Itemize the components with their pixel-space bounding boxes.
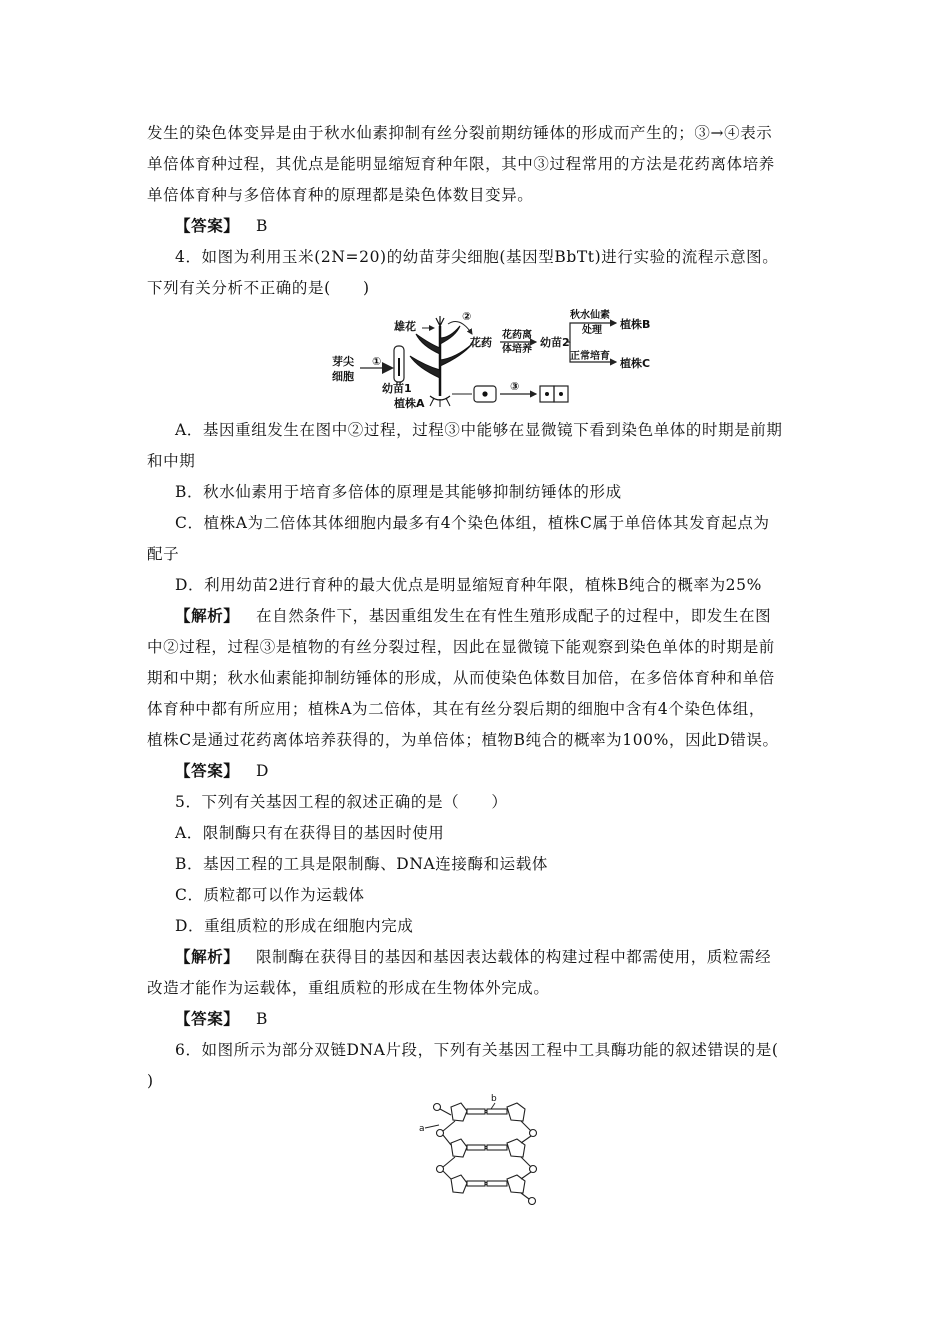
q4-analysis-line: 体育种中都有所应用；植株A为二倍体，其在有丝分裂后期的细胞中含有4个染色体组， [147,700,765,718]
q3-answer [175,216,835,236]
phosphate-icon [434,1104,441,1111]
analysis-continuation-line: 单倍体育种过程，其优点是能明显缩短育种年限，其中③过程常用的方法是花药离体培养 [147,155,775,173]
step3-label: ③ [510,380,520,393]
seedling2-label: 幼苗2 [540,336,570,349]
q4-option-d: D．利用幼苗2进行育种的最大优点是明显缩短育种年限，植株B纯合的概率为25% [175,576,762,594]
deoxyribose-icon [507,1103,525,1121]
q5-option-a: A．限制酶只有在获得目的基因时使用 [175,824,445,842]
analysis-text: 限制酶在获得目的基因和基因表达载体的构建过程中都需使用，质粒需经 [256,948,772,966]
answer-tag: 【答案】 [175,1009,240,1028]
answer-value: D [256,762,270,780]
phosphate-icon [530,1166,537,1173]
q4-option-a: A．基因重组发生在图中②过程，过程③中能够在显微镜下看到染色单体的时期是前期 [175,421,783,439]
q5-option-b: B．基因工程的工具是限制酶、DNA连接酶和运载体 [175,855,548,873]
bud-cell-label: 芽尖 [332,355,354,368]
nucleus-icon [559,392,563,396]
deoxyribose-icon [451,1103,467,1121]
answer-value: B [256,1010,268,1028]
bud-cell-label: 细胞 [332,370,354,383]
q5-option-d: D．重组质粒的形成在细胞内完成 [175,917,414,935]
seedling1-label: 幼苗1 [382,382,412,395]
q6-stem: 6．如图所示为部分双链DNA片段，下列有关基因工程中工具酶功能的叙述错误的是( [175,1041,779,1059]
q5-analysis [175,947,835,967]
analysis-continuation-line: 单倍体育种与多倍体育种的原理都是染色体数目变异。 [147,186,534,204]
q5-option-c: C．质粒都可以作为运载体 [175,886,365,904]
nucleus-icon [482,391,487,396]
colchicine-label: 处理 [582,325,602,336]
answer-tag: 【答案】 [175,216,240,235]
analysis-text: 在自然条件下，基因重组发生在有性生殖形成配子的过程中，即发生在图 [256,607,772,625]
corn-plant-icon [410,316,472,407]
culture-label: 花药离 [502,330,532,341]
analysis-continuation-line: 发生的染色体变异是由于秋水仙素抑制有丝分裂前期纺锤体的形成而产生的；③→④表示 [147,124,773,142]
step2-label: ② [462,310,472,323]
arrow-step2 [448,322,472,334]
step1-label: ① [372,355,382,368]
q5-answer [175,1009,835,1029]
male-flower-label: 雄花 [394,320,416,333]
analysis-tag: 【解析】 [175,947,240,966]
anther-label: 花药 [470,336,492,349]
q4-analysis-line: 植株C是通过花药离体培养获得的，为单倍体；植物B纯合的概率为100%，因此D错误。 [147,731,779,749]
q4-option-c: 配子 [147,545,180,563]
colchicine-label: 秋水仙素 [570,310,610,321]
deoxyribose-icon [451,1139,467,1157]
phosphate-icon [529,1198,536,1205]
plantC-label: 植株C [620,357,651,370]
q4-option-b: B．秋水仙素用于培育多倍体的原理是其能够抑制纺锤体的形成 [175,483,622,501]
phosphate-icon [437,1166,444,1173]
nucleus-icon [545,392,549,396]
q4-analysis [175,606,835,626]
q4-stem: 4．如图为利用玉米(2N=20)的幼苗芽尖细胞(基因型BbTt)进行实验的流程示意图。 [175,248,779,266]
q4-option-a: 和中期 [147,452,196,470]
q4-analysis-line: 中②过程，过程③是植物的有丝分裂过程，因此在显微镜下能观察到染色单体的时期是前 [147,638,775,656]
label-b: b [491,1094,497,1104]
q6-stem: ) [147,1072,154,1090]
plantA-label: 植株A [394,397,425,410]
label-a: a [419,1124,425,1134]
deoxyribose-icon [451,1175,467,1193]
plantB-label: 植株B [620,318,651,331]
dna-fragment-diagram [415,1093,575,1205]
q4-analysis-line: 期和中期；秋水仙素能抑制纺锤体的形成，从而使染色体数目加倍，在多倍体育种和单倍 [147,669,775,687]
phosphate-icon [530,1130,537,1137]
q5-analysis-line: 改造才能作为运载体，重组质粒的形成在生物体外完成。 [147,979,550,997]
answer-value: B [256,217,268,235]
q4-stem: 下列有关分析不正确的是( ) [147,279,370,297]
phosphate-icon [437,1130,444,1137]
answer-tag: 【答案】 [175,761,240,780]
analysis-tag: 【解析】 [175,606,240,625]
q5-stem: 5．下列有关基因工程的叙述正确的是（ ） [175,793,508,811]
normal-growth-label: 正常培育 [570,351,610,362]
q4-option-c: C．植株A为二倍体其体细胞内最多有4个染色体组，植株C属于单倍体其发育起点为 [175,514,770,532]
pointer-a [425,1125,439,1128]
culture-label: 体培养 [502,344,532,355]
breeding-flow-diagram [330,308,660,414]
q4-answer [175,761,835,781]
